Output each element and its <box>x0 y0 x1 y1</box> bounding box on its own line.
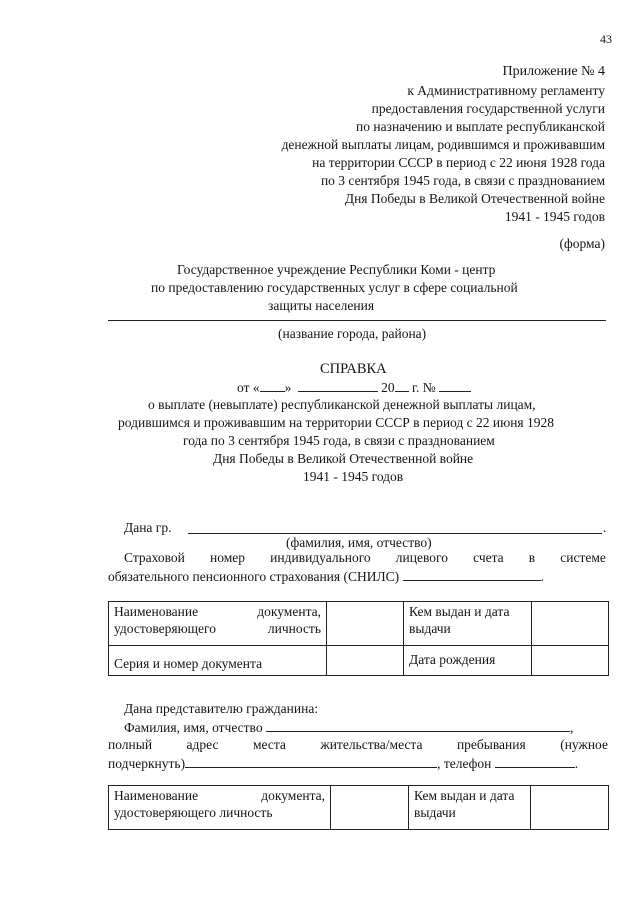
issued-by-label: Кем выдан и дата выдачи <box>409 604 510 636</box>
snils-end-period: . <box>540 569 544 584</box>
address-field[interactable] <box>185 755 437 768</box>
date-quote-close: » <box>284 380 292 395</box>
address-line-2 <box>108 755 578 772</box>
representative-document-table <box>108 785 609 830</box>
birth-date-label: Дата рождения <box>409 652 496 668</box>
snils-word: номер <box>210 550 246 565</box>
rep-issued-by-cell <box>409 786 531 830</box>
rep-name-field[interactable] <box>266 719 570 732</box>
snils-word: системе <box>560 550 606 565</box>
doc-name-cell <box>109 602 327 646</box>
birth-date-cell <box>404 646 532 676</box>
rep-name-row <box>124 719 573 736</box>
appendix-line: на территории СССР в период с 22 июня 1928 года <box>312 155 605 170</box>
day-field[interactable] <box>260 379 285 392</box>
appendix-line: денежной выплаты лицам, родившимся и проживавшим <box>281 137 605 152</box>
subject-line: о выплате (невыплате) республиканской денежной выплаты лицам, <box>148 397 536 412</box>
appendix-line: 1941 - 1945 годов <box>504 209 605 224</box>
rep-issued-by-value[interactable] <box>531 786 609 830</box>
institution-line: Государственное учреждение Республики Коми - центр <box>177 262 496 277</box>
snils-word: лицевого <box>395 550 448 565</box>
representative-heading: Дана представителю гражданина: <box>124 701 319 716</box>
issued-to-label: Дана гр. <box>124 520 172 535</box>
snils-line-2 <box>108 568 544 585</box>
year-prefix: 20 <box>381 380 395 395</box>
appendix-line: по 3 сентября 1945 года, в связи с празднованием <box>320 173 605 188</box>
rep-name-comma: , <box>569 720 574 735</box>
address-line-1 <box>108 737 608 753</box>
snils-word: индивидуального <box>270 550 371 565</box>
series-number-label: Серия и номер документа <box>114 656 263 672</box>
subject-line: Дня Победы в Великой Отечественной войне <box>213 451 474 466</box>
month-field[interactable] <box>298 379 378 392</box>
series-number-value[interactable] <box>327 646 404 676</box>
appendix-line: к Административному регламенту <box>407 83 605 98</box>
snils-field[interactable] <box>403 568 541 581</box>
rep-issued-by-label: Кем выдан и дата выдачи <box>414 788 515 820</box>
snils-word: Страховой <box>124 550 185 565</box>
snils-word: счета <box>473 550 504 565</box>
rep-name-label: Фамилия, имя, отчество <box>124 720 263 735</box>
underline-label: подчеркнуть) <box>108 756 186 771</box>
snils-line-1 <box>124 550 606 566</box>
address-word: адрес <box>186 737 219 752</box>
appendix-line: по назначению и выплате республиканской <box>356 119 605 134</box>
city-caption: (название города, района) <box>278 326 427 341</box>
date-from-label: от « <box>237 380 260 395</box>
birth-date-value[interactable] <box>532 646 609 676</box>
year-field[interactable] <box>395 379 409 392</box>
certificate-title: СПРАВКА <box>320 361 387 377</box>
year-suffix: г. № <box>411 380 436 395</box>
rep-doc-name-label: Наименование документа, удостоверяющего личность <box>114 788 325 820</box>
page-number: 43 <box>600 32 612 46</box>
certificate-date-line <box>237 379 471 396</box>
doc-name-value[interactable] <box>327 602 404 646</box>
citizen-name-field[interactable] <box>188 533 602 534</box>
institution-line: защиты населения <box>268 298 375 313</box>
issued-by-cell <box>404 602 532 646</box>
rep-doc-name-cell <box>109 786 331 830</box>
address-word: пребывания <box>456 737 526 752</box>
snils-label: обязательного пенсионного страхования (СНИЛС) <box>108 569 400 584</box>
phone-field[interactable] <box>495 755 575 768</box>
end-period: . <box>603 520 607 535</box>
snils-word: в <box>528 550 536 565</box>
institution-line: по предоставлению государственных услуг в сфере социальной <box>151 280 518 295</box>
issued-by-value[interactable] <box>532 602 609 646</box>
appendix-line: Дня Победы в Великой Отечественной войне <box>344 191 605 206</box>
subject-line: 1941 - 1945 годов <box>303 469 404 484</box>
name-caption: (фамилия, имя, отчество) <box>286 535 432 550</box>
doc-name-label: Наименование документа, удостоверяющего личность <box>114 604 321 636</box>
number-field[interactable] <box>439 379 471 392</box>
address-word: жительства/места <box>320 737 423 752</box>
form-label: (форма) <box>559 236 605 251</box>
address-word: полный <box>108 737 153 752</box>
appendix-line: Приложение № 4 <box>502 64 605 79</box>
subject-line: года по 3 сентября 1945 года, в связи с празднованием <box>183 433 495 448</box>
city-underline[interactable] <box>108 320 606 321</box>
phone-end-period: . <box>574 756 579 771</box>
citizen-document-table <box>108 601 609 676</box>
phone-label: , телефон <box>437 756 492 771</box>
address-word: (нужное <box>560 737 608 752</box>
subject-line: родившимся и проживавшим на территории СССР в период с 22 июня 1928 <box>118 415 555 430</box>
series-number-cell <box>109 646 327 676</box>
appendix-line: предоставления государственной услуги <box>371 101 605 116</box>
address-word: места <box>252 737 286 752</box>
rep-doc-name-value[interactable] <box>331 786 409 830</box>
